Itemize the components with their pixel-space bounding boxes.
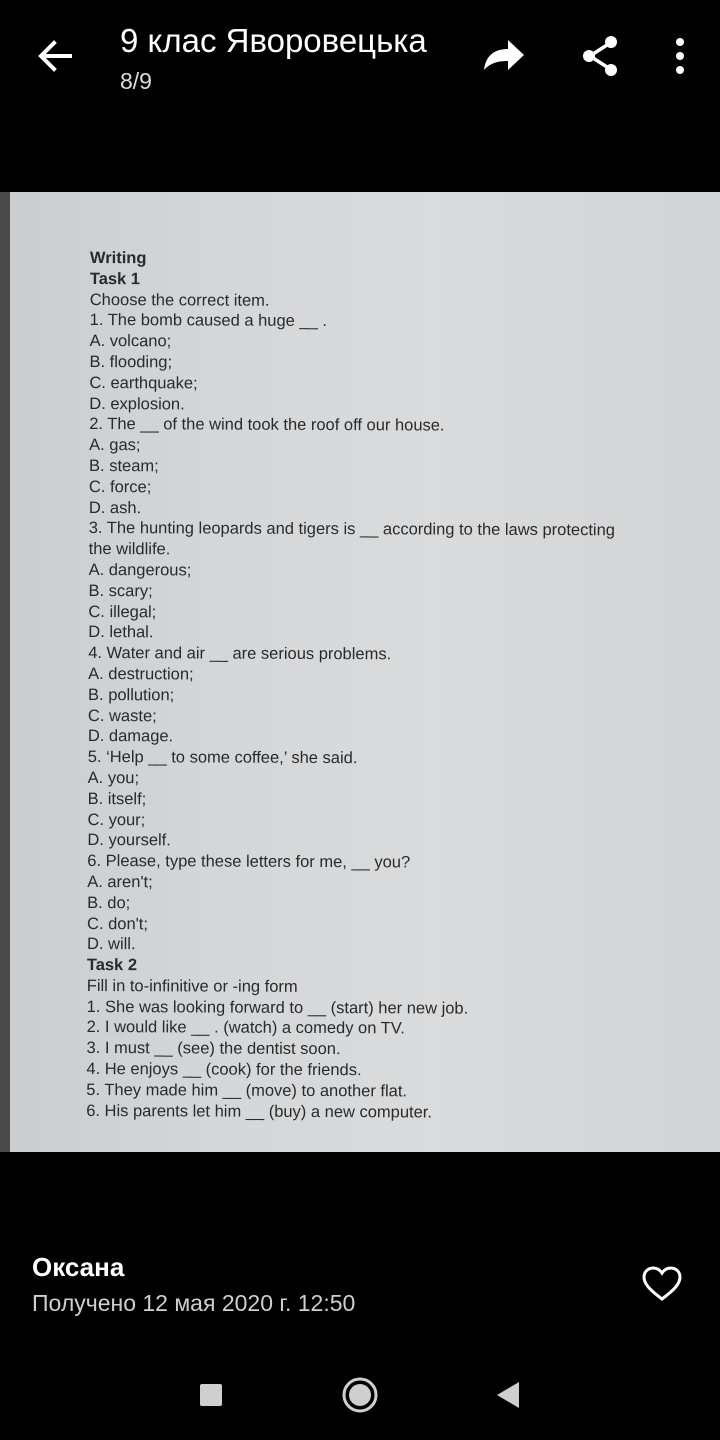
doc-line: Task 1 — [89, 269, 141, 289]
received-date: Получено 12 мая 2020 г. 12:50 — [32, 1290, 356, 1316]
doc-line: 5. They made him __ (move) to another flat. — [86, 1080, 408, 1101]
doc-line: Writing — [89, 249, 147, 268]
doc-line: 3. I must __ (see) the dentist soon. — [86, 1039, 341, 1059]
circle-icon — [335, 1370, 385, 1420]
doc-line: B. pollution; — [88, 685, 175, 705]
share-button[interactable] — [576, 32, 626, 80]
home-button[interactable] — [335, 1370, 385, 1420]
doc-line: 4. Water and air __ are serious problems. — [88, 644, 392, 664]
doc-line: C. force; — [88, 477, 152, 497]
doc-line: the wildlife. — [88, 540, 171, 559]
doc-line: 6. His parents let him __ (buy) a new computer. — [86, 1101, 433, 1122]
doc-line: A. aren't; — [87, 872, 153, 892]
doc-line: D. explosion. — [89, 394, 185, 413]
worksheet-text — [86, 248, 690, 1124]
doc-line: C. earthquake; — [89, 373, 198, 393]
doc-line: A. gas; — [89, 436, 141, 455]
arrow-left-icon — [30, 34, 82, 78]
square-icon — [186, 1370, 236, 1420]
doc-line: A. destruction; — [88, 664, 194, 684]
doc-line: Fill in to-infinitive or -ing form — [86, 976, 298, 996]
doc-line: A. you; — [87, 768, 140, 788]
doc-line: 5. ‘Help __ to some coffee,’ she said. — [87, 748, 358, 768]
doc-line: B. itself; — [87, 789, 147, 808]
doc-line: C. illegal; — [88, 602, 157, 621]
photo-viewer[interactable] — [0, 192, 720, 1152]
doc-line: Choose the correct item. — [89, 290, 270, 310]
heart-icon — [640, 1264, 684, 1304]
doc-line: A. dangerous; — [88, 560, 192, 580]
doc-line: D. yourself. — [87, 831, 171, 850]
doc-line: B. flooding; — [89, 352, 173, 372]
doc-line: 1. She was looking forward to __ (start) her new job. — [86, 997, 469, 1018]
doc-line: 3. The hunting leopards and tigers is __ according to the laws protecting — [88, 519, 615, 540]
doc-line: 4. He enjoys __ (cook) for the friends. — [86, 1060, 362, 1080]
doc-line: D. damage. — [87, 727, 174, 746]
doc-line: C. waste; — [87, 706, 157, 725]
top-app-bar — [0, 0, 720, 120]
photo-edge — [0, 192, 10, 1152]
doc-line: 2. The __ of the wind took the roof off our house. — [89, 415, 445, 435]
doc-line: B. steam; — [89, 456, 159, 476]
sender-name: Оксана — [32, 1252, 125, 1282]
triangle-back-icon — [483, 1370, 533, 1420]
more-options-button[interactable] — [656, 32, 704, 80]
doc-line: D. will. — [86, 935, 136, 954]
doc-line: D. ash. — [88, 498, 142, 517]
doc-line: B. scary; — [88, 581, 153, 601]
doc-line: 1. The bomb caused a huge __ . — [89, 311, 328, 331]
doc-line: B. do; — [87, 893, 131, 912]
doc-line: C. your; — [87, 810, 146, 829]
doc-line: A. volcano; — [89, 332, 172, 351]
system-nav-bar — [0, 1350, 720, 1440]
doc-line: 2. I would like __ . (watch) a comedy on TV. — [86, 1018, 405, 1038]
forward-icon — [478, 32, 528, 80]
more-vert-icon — [656, 32, 704, 80]
forward-button[interactable] — [478, 32, 528, 80]
back-button[interactable] — [30, 34, 82, 78]
share-icon — [576, 32, 626, 80]
doc-line: Task 2 — [86, 956, 138, 975]
image-counter: 8/9 — [120, 68, 152, 94]
like-button[interactable] — [640, 1264, 684, 1304]
nav-back-button[interactable] — [483, 1370, 533, 1420]
recents-button[interactable] — [186, 1370, 236, 1420]
doc-line: C. don't; — [87, 914, 149, 933]
doc-line: 6. Please, type these letters for me, __ you? — [87, 852, 411, 872]
page-title: 9 клас Яворовецька — [120, 22, 427, 59]
doc-line: D. lethal. — [88, 623, 154, 642]
